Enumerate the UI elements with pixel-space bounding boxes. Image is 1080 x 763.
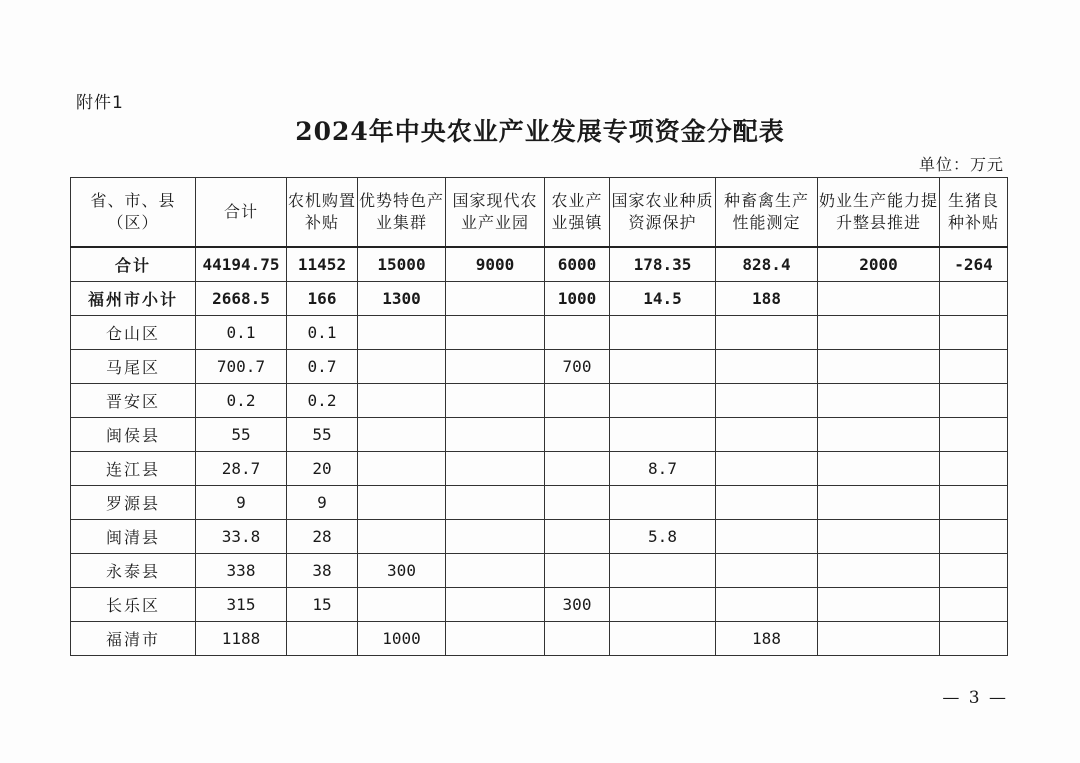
header-row [71, 178, 1008, 248]
value-cell [610, 350, 716, 384]
value-cell: 828.4 [716, 247, 818, 282]
value-cell [940, 316, 1008, 350]
value-cell: 0.1 [196, 316, 287, 350]
value-cell: 38 [287, 554, 358, 588]
attachment-label: 附件1 [76, 93, 124, 113]
value-cell: 0.2 [196, 384, 287, 418]
value-cell [446, 622, 545, 656]
value-cell [716, 418, 818, 452]
region-cell: 永泰县 [71, 554, 196, 588]
unit-label: 单位：万元 [918, 155, 1004, 174]
value-cell [716, 554, 818, 588]
value-cell [545, 316, 610, 350]
value-cell: 20 [287, 452, 358, 486]
table-row [71, 316, 1008, 350]
value-cell [446, 384, 545, 418]
value-cell: 9 [196, 486, 287, 520]
value-cell: 315 [196, 588, 287, 622]
value-cell: 188 [716, 282, 818, 316]
value-cell [446, 418, 545, 452]
value-cell [818, 316, 940, 350]
region-cell: 罗源县 [71, 486, 196, 520]
value-cell [940, 520, 1008, 554]
column-header: 奶业生产能力提升整县推进 [818, 178, 940, 248]
value-cell [940, 384, 1008, 418]
value-cell: 1188 [196, 622, 287, 656]
region-cell: 晋安区 [71, 384, 196, 418]
value-cell [446, 282, 545, 316]
value-cell: 0.2 [287, 384, 358, 418]
value-cell: 0.1 [287, 316, 358, 350]
table-row [71, 247, 1008, 282]
value-cell: 2668.5 [196, 282, 287, 316]
table-row [71, 452, 1008, 486]
value-cell: 6000 [545, 247, 610, 282]
column-header: 生猪良种补贴 [940, 178, 1008, 248]
value-cell: 11452 [287, 247, 358, 282]
value-cell [716, 520, 818, 554]
column-header: 国家农业种质资源保护 [610, 178, 716, 248]
value-cell [545, 486, 610, 520]
value-cell: 300 [545, 588, 610, 622]
value-cell [358, 452, 446, 486]
value-cell: 0.7 [287, 350, 358, 384]
value-cell: 15000 [358, 247, 446, 282]
value-cell [818, 554, 940, 588]
value-cell [610, 622, 716, 656]
value-cell [716, 588, 818, 622]
value-cell: 33.8 [196, 520, 287, 554]
value-cell [818, 452, 940, 486]
value-cell [446, 486, 545, 520]
region-cell: 闽侯县 [71, 418, 196, 452]
table-header [71, 178, 1008, 248]
value-cell: 700 [545, 350, 610, 384]
column-header: 种畜禽生产性能测定 [716, 178, 818, 248]
value-cell [545, 554, 610, 588]
region-cell: 仓山区 [71, 316, 196, 350]
value-cell: 5.8 [610, 520, 716, 554]
value-cell [818, 282, 940, 316]
value-cell: 300 [358, 554, 446, 588]
table-row [71, 418, 1008, 452]
value-cell [818, 418, 940, 452]
value-cell: 188 [716, 622, 818, 656]
value-cell: 338 [196, 554, 287, 588]
region-cell: 福州市小计 [71, 282, 196, 316]
value-cell [940, 486, 1008, 520]
value-cell [940, 622, 1008, 656]
value-cell [358, 520, 446, 554]
column-header: 农业产业强镇 [545, 178, 610, 248]
value-cell [446, 554, 545, 588]
value-cell: 166 [287, 282, 358, 316]
value-cell: 28 [287, 520, 358, 554]
value-cell [610, 418, 716, 452]
column-header: 国家现代农业产业园 [446, 178, 545, 248]
value-cell [358, 316, 446, 350]
region-cell: 马尾区 [71, 350, 196, 384]
value-cell [358, 588, 446, 622]
value-cell: 55 [287, 418, 358, 452]
value-cell [358, 486, 446, 520]
column-header: 农机购置补贴 [287, 178, 358, 248]
value-cell: 9000 [446, 247, 545, 282]
value-cell [716, 452, 818, 486]
column-header: 优势特色产业集群 [358, 178, 446, 248]
column-header: 省、市、县（区） [71, 178, 196, 248]
value-cell [545, 622, 610, 656]
value-cell [610, 588, 716, 622]
value-cell [940, 418, 1008, 452]
value-cell: 8.7 [610, 452, 716, 486]
value-cell [358, 384, 446, 418]
value-cell [446, 350, 545, 384]
value-cell: 44194.75 [196, 247, 287, 282]
allocation-table [70, 177, 1008, 656]
value-cell: 700.7 [196, 350, 287, 384]
table-row [71, 554, 1008, 588]
value-cell [940, 452, 1008, 486]
value-cell [545, 418, 610, 452]
value-cell [818, 486, 940, 520]
page-number: — 3 — [942, 688, 1008, 708]
region-cell: 闽清县 [71, 520, 196, 554]
value-cell [446, 452, 545, 486]
value-cell [940, 554, 1008, 588]
value-cell: 14.5 [610, 282, 716, 316]
value-cell: -264 [940, 247, 1008, 282]
value-cell [716, 316, 818, 350]
table-row [71, 588, 1008, 622]
value-cell [716, 384, 818, 418]
value-cell: 9 [287, 486, 358, 520]
value-cell [818, 588, 940, 622]
value-cell: 55 [196, 418, 287, 452]
document-title: 2024年中央农业产业发展专项资金分配表 [295, 117, 785, 146]
table-row [71, 520, 1008, 554]
value-cell [716, 486, 818, 520]
value-cell: 1000 [358, 622, 446, 656]
value-cell: 1300 [358, 282, 446, 316]
value-cell [358, 418, 446, 452]
column-header: 合计 [196, 178, 287, 248]
table-body [71, 247, 1008, 656]
table-row [71, 486, 1008, 520]
region-cell: 福清市 [71, 622, 196, 656]
value-cell [940, 588, 1008, 622]
value-cell [940, 350, 1008, 384]
table-row [71, 622, 1008, 656]
value-cell: 2000 [818, 247, 940, 282]
value-cell [818, 520, 940, 554]
value-cell [716, 350, 818, 384]
region-cell: 长乐区 [71, 588, 196, 622]
region-cell: 连江县 [71, 452, 196, 486]
value-cell [446, 520, 545, 554]
value-cell: 1000 [545, 282, 610, 316]
value-cell [446, 316, 545, 350]
value-cell [818, 384, 940, 418]
value-cell [610, 384, 716, 418]
value-cell [610, 486, 716, 520]
value-cell: 28.7 [196, 452, 287, 486]
value-cell [610, 554, 716, 588]
value-cell [940, 282, 1008, 316]
value-cell [610, 316, 716, 350]
value-cell [818, 622, 940, 656]
value-cell: 178.35 [610, 247, 716, 282]
value-cell [545, 384, 610, 418]
value-cell [545, 520, 610, 554]
table-row [71, 384, 1008, 418]
table-row [71, 282, 1008, 316]
value-cell [287, 622, 358, 656]
table-row [71, 350, 1008, 384]
region-cell: 合计 [71, 247, 196, 282]
value-cell: 15 [287, 588, 358, 622]
value-cell [358, 350, 446, 384]
value-cell [818, 350, 940, 384]
value-cell [446, 588, 545, 622]
value-cell [545, 452, 610, 486]
